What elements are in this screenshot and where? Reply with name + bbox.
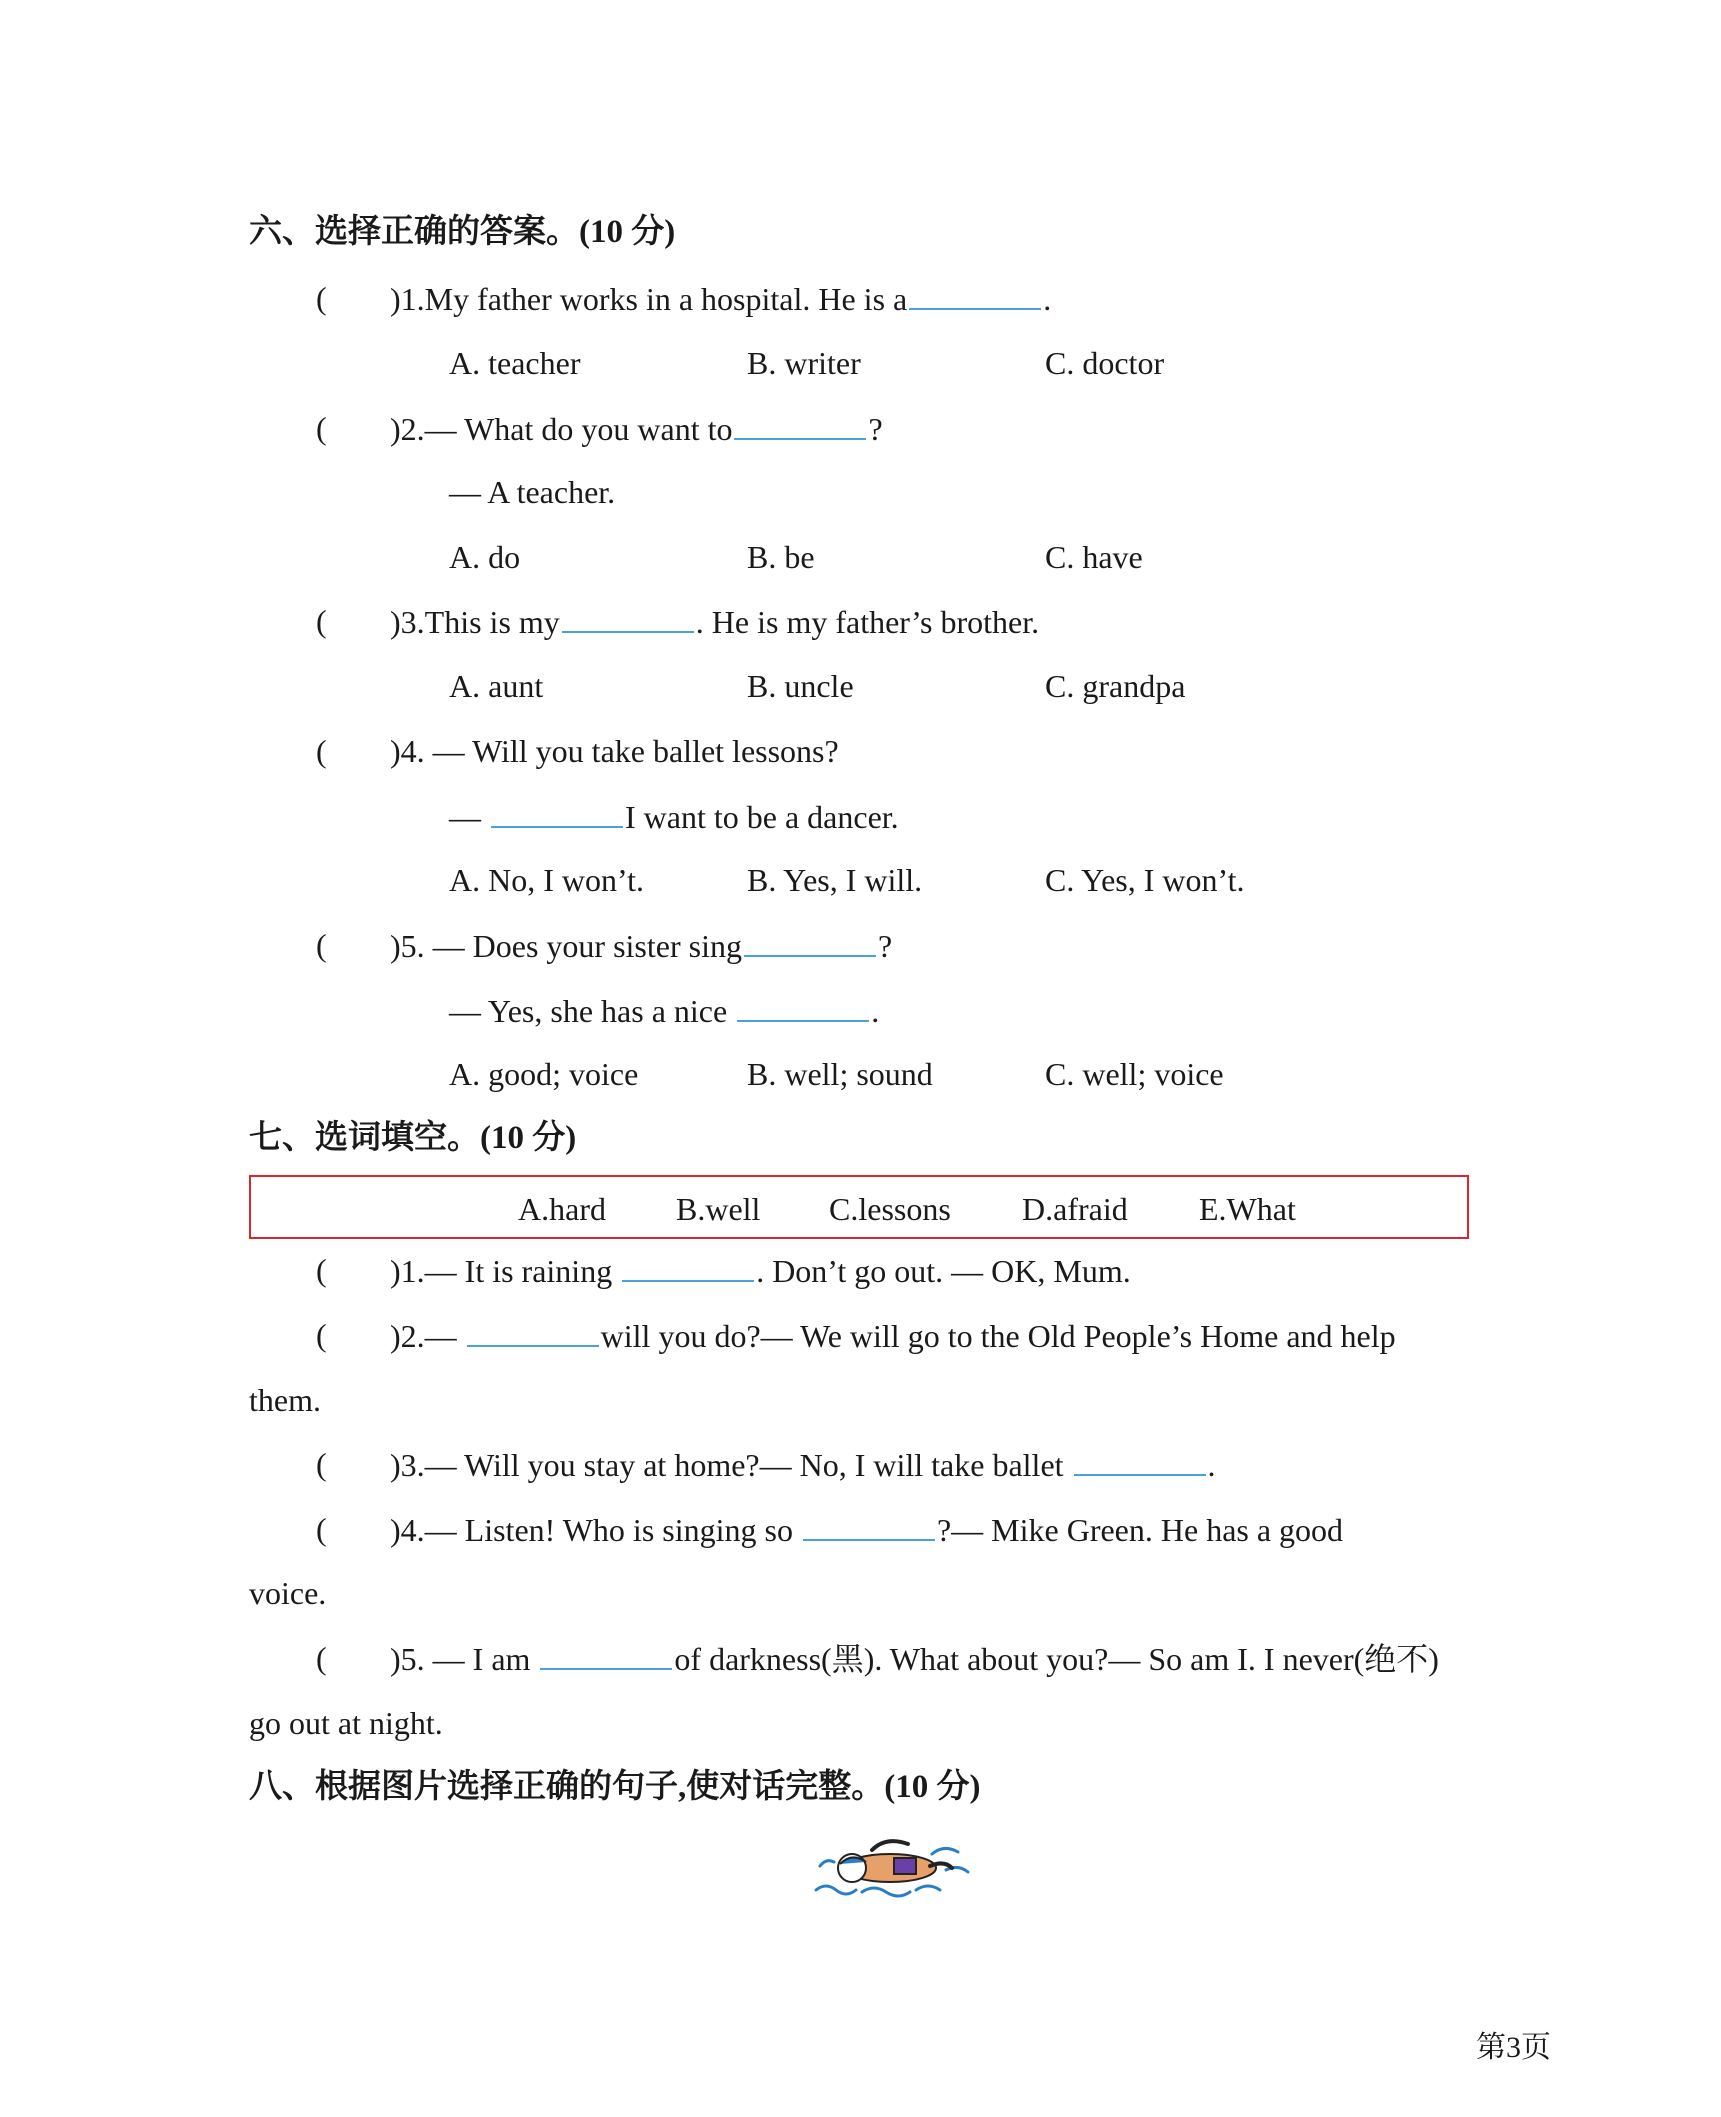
option-c: C. doctor xyxy=(1045,345,1165,381)
question-text: of darkness(黑). What about you?— So am I. I never(绝不) xyxy=(674,1641,1439,1677)
answer-blank[interactable] xyxy=(562,601,694,633)
question-continuation: them. xyxy=(249,1382,321,1418)
question-text: ? xyxy=(877,928,893,964)
option-c: C. have xyxy=(1045,539,1143,575)
answer-blank[interactable] xyxy=(744,925,876,957)
answer-paren: ( xyxy=(316,1640,327,1676)
fill-question-4 xyxy=(390,1509,1343,1550)
question-text: )4.— Listen! Who is singing so xyxy=(390,1512,793,1548)
word-option: B.well xyxy=(676,1191,761,1227)
option-b: B. uncle xyxy=(747,668,854,704)
answer-blank[interactable] xyxy=(737,990,869,1022)
fill-question-5 xyxy=(390,1638,1439,1679)
section-8-title: 八、根据图片选择正确的句子,使对话完整。(10 分) xyxy=(249,1769,981,1805)
question-4: )4. — Will you take ballet lessons? xyxy=(390,733,839,769)
reply-text: — Yes, she has a nice xyxy=(449,993,728,1029)
question-text: )5. — I am xyxy=(390,1641,531,1677)
word-option: A.hard xyxy=(518,1191,606,1227)
question-continuation: go out at night. xyxy=(249,1705,443,1741)
answer-paren: ( xyxy=(316,1252,327,1288)
fill-question-1 xyxy=(390,1250,1131,1291)
answer-paren: ( xyxy=(316,280,327,316)
word-bank-box xyxy=(249,1175,1469,1239)
question-3 xyxy=(390,601,1039,642)
question-text: . He is my father’s brother. xyxy=(695,604,1040,640)
answer-paren: ( xyxy=(316,733,327,769)
option-c: C. well; voice xyxy=(1045,1056,1224,1092)
reply-text: . xyxy=(871,993,880,1029)
question-text: )5. — Does your sister sing xyxy=(390,928,742,964)
answer-blank[interactable] xyxy=(734,408,866,440)
question-text: )2.— xyxy=(390,1318,457,1354)
section-6-title: 六、选择正确的答案。(10 分) xyxy=(249,214,676,250)
answer-paren: ( xyxy=(316,927,327,963)
question-1 xyxy=(390,278,1051,319)
reply-text: — A teacher. xyxy=(449,474,616,510)
question-text: . xyxy=(1207,1447,1216,1483)
question-text: ?— Mike Green. He has a good xyxy=(936,1512,1344,1548)
question-text: . Don’t go out. — OK, Mum. xyxy=(756,1253,1131,1289)
reply-text: I want to be a dancer. xyxy=(625,799,899,835)
question-text: )1.— It is raining xyxy=(390,1253,613,1289)
question-text: . xyxy=(1043,281,1052,317)
option-c: C. Yes, I won’t. xyxy=(1045,862,1245,898)
option-c: C. grandpa xyxy=(1045,668,1186,704)
question-text: will you do?— We will go to the Old People’s Home and help xyxy=(600,1318,1396,1354)
question-2 xyxy=(390,408,883,449)
question-text: )1.My father works in a hospital. He is a xyxy=(390,281,908,317)
question-text: )3.— Will you stay at home?— No, I will take ballet xyxy=(390,1447,1064,1483)
answer-blank[interactable] xyxy=(1074,1444,1206,1476)
answer-paren: ( xyxy=(316,1317,327,1353)
word-option: D.afraid xyxy=(1022,1191,1128,1227)
question-text: ? xyxy=(868,411,883,447)
swimmer-illustration xyxy=(812,1830,972,1900)
answer-paren: ( xyxy=(316,1511,327,1547)
answer-paren: ( xyxy=(316,1446,327,1482)
fill-question-3 xyxy=(390,1444,1216,1485)
section-7-title: 七、选词填空。(10 分) xyxy=(249,1120,577,1156)
question-continuation: voice. xyxy=(249,1575,327,1611)
option-a: A. No, I won’t. xyxy=(449,862,644,898)
question-text: )2.— What do you want to xyxy=(390,411,733,447)
fill-question-2 xyxy=(390,1315,1396,1356)
word-option: E.What xyxy=(1199,1191,1296,1227)
reply-text xyxy=(449,796,899,837)
answer-blank[interactable] xyxy=(803,1509,935,1541)
word-option: C.lessons xyxy=(829,1191,951,1227)
answer-blank[interactable] xyxy=(622,1250,754,1282)
answer-blank[interactable] xyxy=(467,1315,599,1347)
swimmer-figure-icon xyxy=(838,1841,952,1882)
answer-blank[interactable] xyxy=(491,796,623,828)
option-a: A. teacher xyxy=(449,345,581,381)
question-text: )3.This is my xyxy=(390,604,560,640)
answer-paren: ( xyxy=(316,603,327,639)
answer-blank[interactable] xyxy=(540,1638,672,1670)
answer-blank[interactable] xyxy=(909,278,1041,310)
option-a: A. aunt xyxy=(449,668,544,704)
reply-text xyxy=(449,990,879,1031)
option-a: A. good; voice xyxy=(449,1056,639,1092)
option-b: B. well; sound xyxy=(747,1056,933,1092)
reply-dash: — xyxy=(449,799,481,835)
question-5 xyxy=(390,925,892,966)
page-number: 第3页 xyxy=(1476,2031,1551,2064)
option-a: A. do xyxy=(449,539,521,575)
option-b: B. writer xyxy=(747,345,861,381)
option-b: B. be xyxy=(747,539,815,575)
option-b: B. Yes, I will. xyxy=(747,862,923,898)
answer-paren: ( xyxy=(316,410,327,446)
